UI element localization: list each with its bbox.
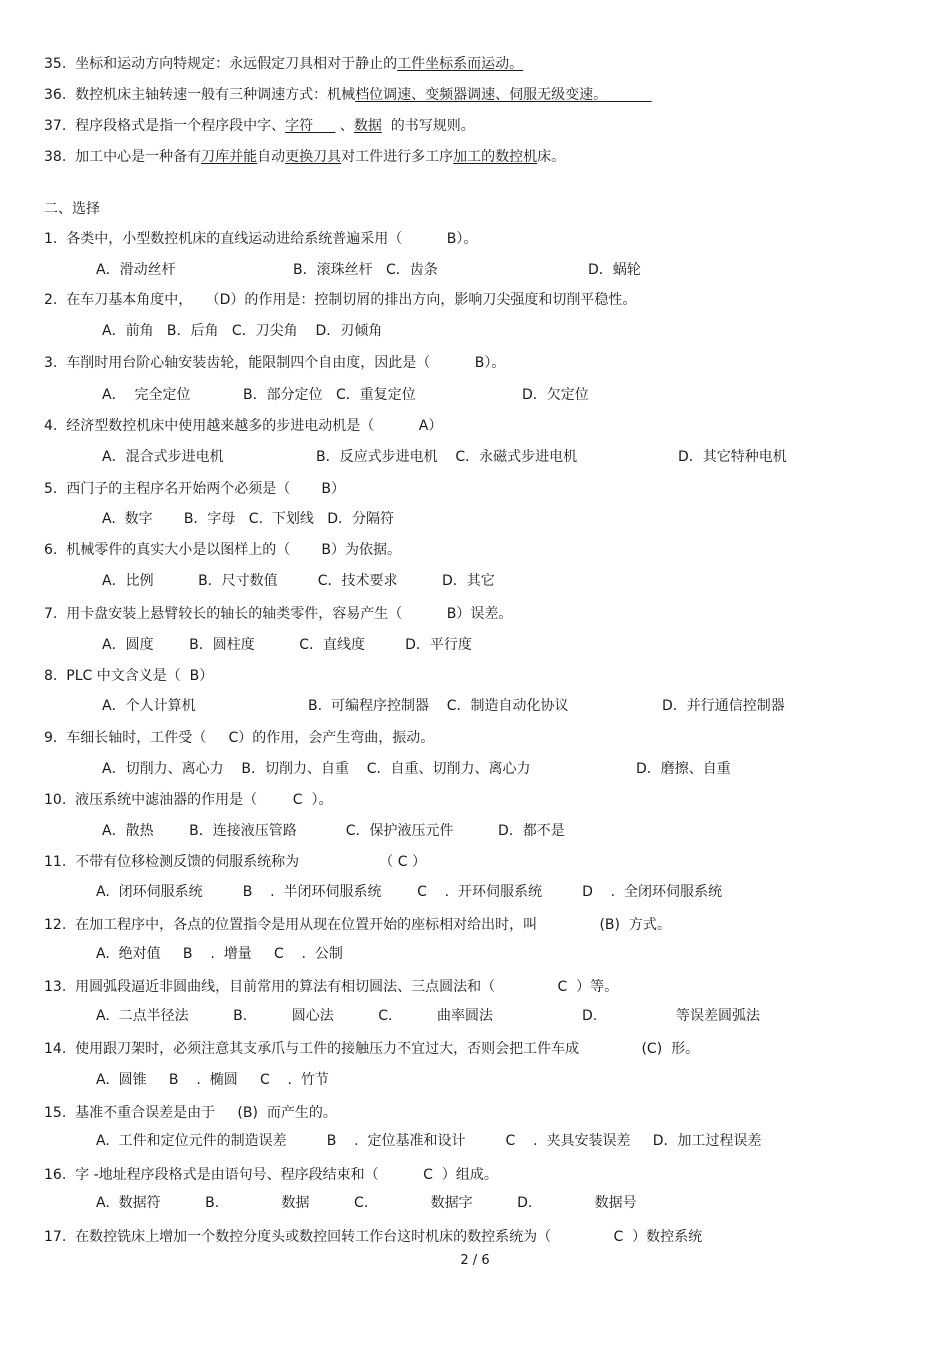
answer-option: A. 二点半径法 B. 圆心法 C. 曲率圆法 D.	[96, 1008, 598, 1024]
question-text: 8. PLC 中文含义是（ B）	[44, 668, 214, 684]
answer-option: B．滚珠丝杆 C．齿条	[293, 262, 438, 278]
answer-underlined: 刀库并能	[201, 149, 258, 165]
fill-item	[44, 148, 565, 166]
question-text: 4. 经济型数控机床中使用越来越多的步进电动机是（ A）	[44, 418, 443, 434]
answer-option: A. 数字 B．字母 C. 下划线 D．分隔符	[102, 511, 395, 527]
question-text: 5. 西门子的主程序名开始两个必须是（ B）	[44, 481, 346, 497]
answer-underlined	[607, 87, 652, 103]
answer-option: D．并行通信控制器	[662, 698, 785, 714]
answer-underlined: 档位调速、变频器调速、伺服无级变速。	[355, 87, 608, 103]
fill-text: 37. 程序段格式是指一个程序段中字、	[44, 118, 286, 134]
answer-option: D．其它特种电机	[678, 449, 787, 465]
page-number: 2 / 6	[460, 1253, 490, 1268]
fill-item	[44, 86, 652, 104]
fill-item	[44, 55, 523, 73]
section-title: 二、选择	[44, 201, 100, 217]
fill-item	[44, 117, 475, 135]
answer-option: D．欠定位	[522, 387, 589, 403]
answer-underlined: 加工的数控机	[453, 149, 538, 165]
answer-underlined	[313, 118, 335, 134]
answer-option: A．圆度 B．圆柱度 C．直线度 D．平行度	[102, 637, 472, 653]
answer-option: A．散热 B．连接液压管路 C．保护液压元件 D．都不是	[102, 823, 565, 839]
question-text: 16. 字 -地址程序段格式是由语句号、程序段结束和（ C ）组成。	[44, 1167, 498, 1183]
answer-option: B. 可编程序控制器 C．制造自动化协议	[308, 698, 569, 714]
question-text: 7. 用卡盘安装上悬臂较长的轴长的轴类零件，容易产生（ B）误差。	[44, 606, 513, 622]
answer-underlined: 数据	[353, 118, 382, 134]
fill-text: 自动	[257, 149, 286, 165]
answer-option: A．混合式步进电机	[102, 449, 224, 465]
answer-option: A．个人计算机	[102, 698, 196, 714]
answer-option: A. 数据符 B. 数据 C. 数据字 D. 数据号	[96, 1195, 637, 1211]
answer-option: A． 完全定位	[102, 387, 191, 403]
answer-underlined: 字符	[285, 118, 314, 134]
question-text: 13. 用圆弧段逼近非圆曲线，目前常用的算法有相切圆法、三点圆法和（ C ）等。	[44, 979, 619, 995]
question-text: 10. 液压系统中滤油器的作用是（ C ）。	[44, 792, 333, 808]
question-text: 11. 不带有位移检测反馈的伺服系统称为 （ C ）	[44, 854, 426, 870]
fill-text: 床。	[537, 149, 566, 165]
answer-option: A. 绝对值 B . 增量 C . 公制	[96, 946, 343, 962]
fill-text: 36. 数控机床主轴转速一般有三种调速方式：机械	[44, 87, 356, 103]
answer-option: 等误差圆弧法	[676, 1008, 760, 1024]
answer-option: A．切削力、离心力 B．切削力、自重 C．自重、切削力、离心力	[102, 761, 531, 777]
fill-text: 、	[335, 118, 354, 134]
question-text: 17. 在数控铣床上增加一个数控分度头或数控回转工作台这时机床的数控系统为（ C ）数控系统	[44, 1229, 703, 1245]
fill-text: 对工件进行多工序	[341, 149, 454, 165]
question-text: 3. 车削时用台阶心轴安装齿轮，能限制四个自由度，因此是（ B）。	[44, 355, 506, 371]
answer-option: A．比例 B．尺寸数值 C．技术要求 D．其它	[102, 573, 495, 589]
answer-underlined: 工件坐标系而运动。	[397, 56, 524, 72]
question-text: 2. 在车刀基本角度中， （D）的作用是：控制切屑的排出方向，影响刀尖强度和切削平稳性。	[44, 292, 637, 308]
answer-option: A. 圆锥 B . 椭圆 C . 竹节	[96, 1072, 329, 1088]
answer-option: B．反应式步进电机 C．永磁式步进电机	[316, 449, 578, 465]
question-text: 14. 使用跟刀架时，必须注意其支承爪与工件的接触压力不宜过大，否则会把工件车成 (C) 形。	[44, 1041, 700, 1057]
answer-option: D．蜗轮	[588, 262, 641, 278]
answer-option: D．磨擦、自重	[636, 761, 731, 777]
question-text: 15. 基准不重合误差是由于 (B) 而产生的。	[44, 1105, 337, 1121]
fill-text: 的书写规则。	[381, 118, 475, 134]
answer-underlined: 更换刀具	[285, 149, 342, 165]
answer-option: B．部分定位 C．重复定位	[243, 387, 416, 403]
fill-text: 38. 加工中心是一种备有	[44, 149, 202, 165]
answer-option: A．前角 B．后角 C．刀尖角 D．刃倾角	[102, 323, 383, 339]
answer-option: A．滑动丝杆	[96, 262, 176, 278]
answer-option: A. 工件和定位元件的制造误差 B . 定位基准和设计 C . 夹具安装误差 D．加工过程误差	[96, 1133, 762, 1149]
question-text: 9. 车细长轴时，工件受（ C）的作用，会产生弯曲，振动。	[44, 730, 435, 746]
answer-option: A. 闭环伺服系统 B . 半闭环伺服系统 C . 开环伺服系统 D . 全闭环伺服系统	[96, 884, 722, 900]
fill-text: 35. 坐标和运动方向特规定：永远假定刀具相对于静止的	[44, 56, 398, 72]
question-text: 6. 机械零件的真实大小是以图样上的（ B）为依据。	[44, 542, 402, 558]
question-text: 12. 在加工程序中，各点的位置指令是用从现在位置开始的座标相对给出时，叫 (B) 方式。	[44, 917, 671, 933]
question-text: 1. 各类中，小型数控机床的直线运动进给系统普遍采用（ B）。	[44, 231, 478, 247]
